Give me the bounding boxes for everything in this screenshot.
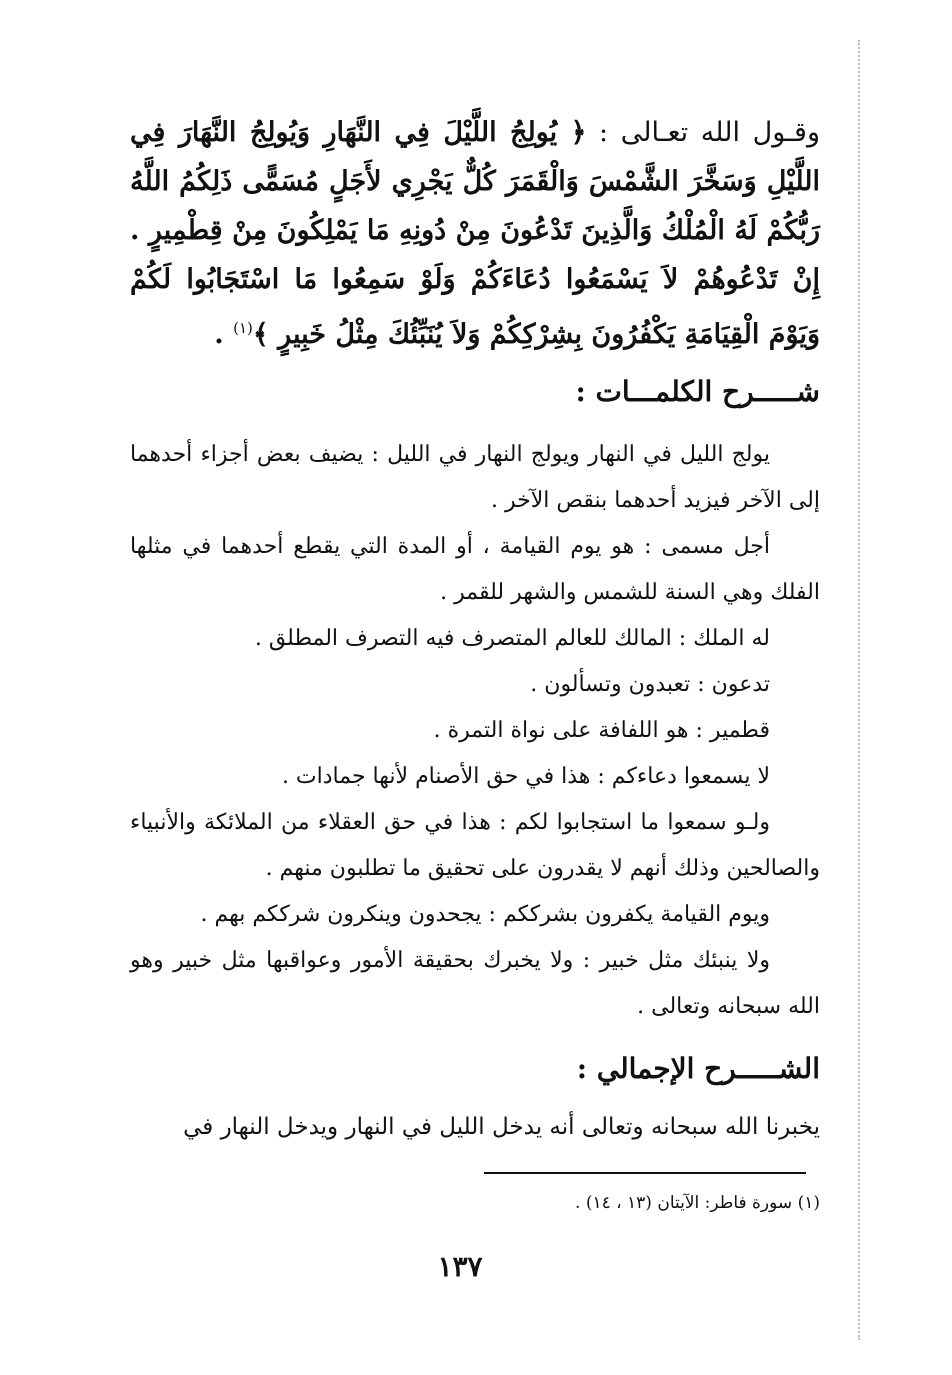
verse-text: ﴿ يُولِجُ اللَّيْلَ فِي النَّهَارِ وَيُولِجُ النَّهَارَ فِي اللَّيْلِ وَسَخَّرَ الشَّمْسَ وَالْقَمَرَ كُلٌّ يَجْرِي لأَجَلٍ مُسَمًّى ذَلِكُمُ اللَّهُ رَبُّكُمْ لَهُ الْمُلْكُ وَالَّذِينَ تَدْعُونَ مِنْ دُونِهِ مَا يَمْلِكُونَ مِنْ قِطْمِيرٍ . إِنْ تَدْعُوهُمْ لاَ يَسْمَعُوا دُعَاءَكُمْ وَلَوْ سَمِعُوا مَا اسْتَجَابُوا لَكُمْ وَيَوْمَ الْقِيَامَةِ يَكْفُرُونَ بِشِرْكِكُمْ وَلاَ يُنَبِّئُكَ مِثْلُ خَبِيرٍ ﴾ (130, 117, 820, 350)
definition-item: أجل مسمى : هو يوم القيامة ، أو المدة التي يقطع أحدهما في مثلها الفلك وهي السنة للشمس والشهر للقمر . (130, 534, 820, 605)
heading-general-explanation: الشـــــرح الإجمالي : (576, 1052, 820, 1085)
verse-intro: وقـول الله تعـالى : (586, 117, 820, 148)
page-number: ١٣٧ (437, 1250, 483, 1283)
footnote-reference: (١) (233, 319, 253, 337)
quran-verse-block (130, 108, 820, 359)
footnote: (١) سورة فاطر: الآيتان (١٣ ، ١٤) . (575, 1193, 820, 1213)
definition-item: يولج الليل في النهار ويولج النهار في الليل : يضيف بعض أجزاء أحدهما إلى الآخر فيزيد أحدهما بنقص الآخر . (130, 442, 820, 513)
heading-word-explanation: شـــــرح الكلمـــات : (575, 375, 820, 408)
footnote-separator (484, 1172, 806, 1174)
definition-item: ولا ينبئك مثل خبير : ولا يخبرك بحقيقة الأمور وعواقبها مثل خبير وهو الله سبحانه وتعالى . (130, 948, 820, 1019)
general-explanation-text: يخبرنا الله سبحانه وتعالى أنه يدخل الليل في النهار ويدخل النهار في (183, 1114, 820, 1140)
page-edge-dotted-line (858, 40, 860, 1340)
verse-end: . (214, 319, 234, 350)
definition-item: له الملك : المالك للعالم المتصرف فيه التصرف المطلق . (254, 626, 770, 651)
definition-item: تدعون : تعبدون وتسألون . (530, 672, 770, 697)
definition-item: قطمير : هو اللفافة على نواة التمرة . (433, 718, 770, 743)
definition-item: ولـو سمعوا ما استجابوا لكم : هذا في حق العقلاء من الملائكة والأنبياء والصالحين وذلك أنهم لا يقدرون على تحقيق ما تطلبون منهم . (130, 810, 820, 881)
definitions-list (130, 432, 820, 1030)
definition-item: لا يسمعوا دعاءكم : هذا في حق الأصنام لأنها جمادات . (281, 764, 770, 789)
definition-item: ويوم القيامة يكفرون بشرككم : يجحدون وينكرون شرككم بهم . (200, 902, 770, 927)
